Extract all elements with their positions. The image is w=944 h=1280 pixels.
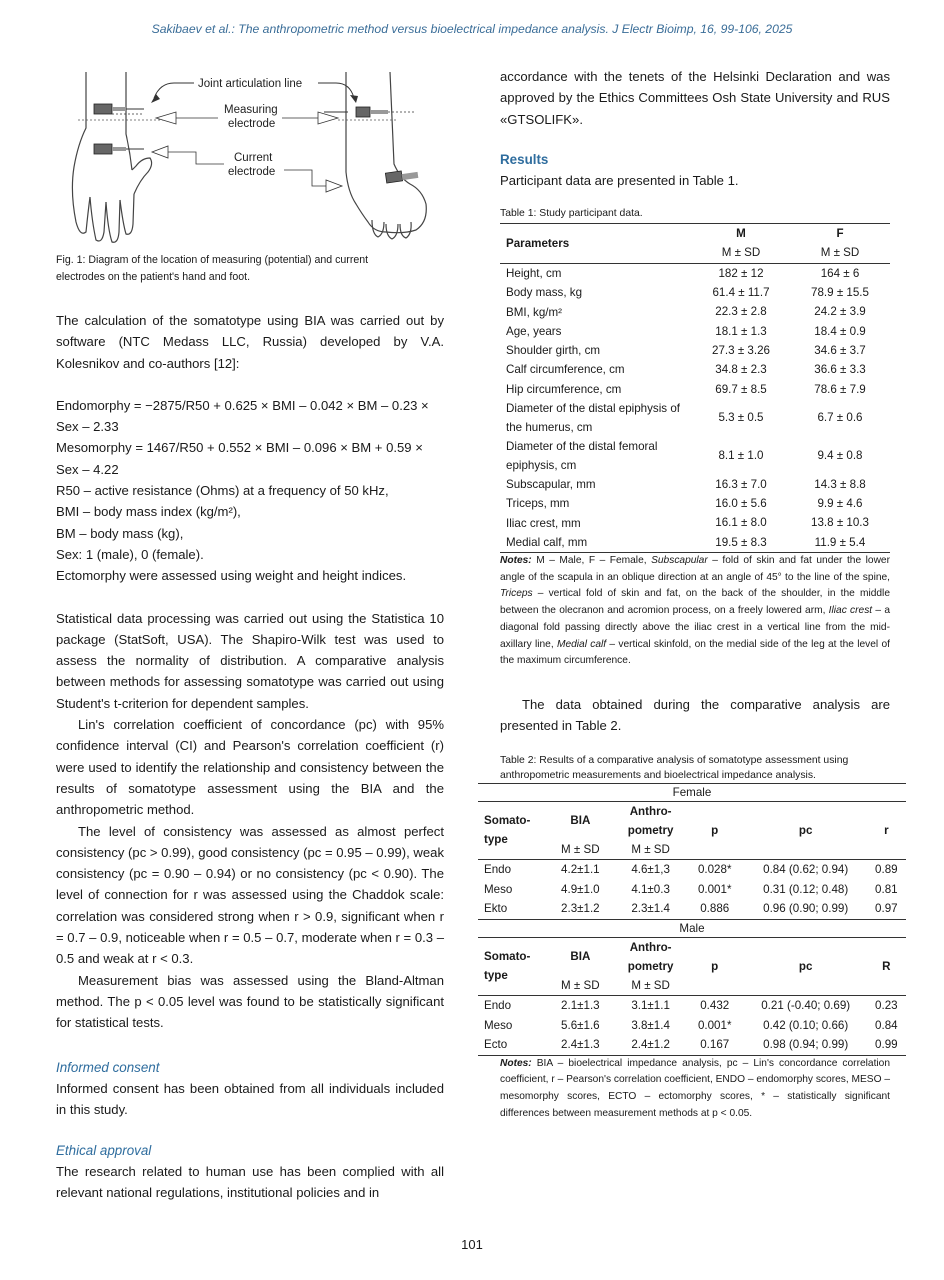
table1-female-value: 9.4 ± 0.8 — [817, 449, 863, 463]
table-row — [500, 322, 890, 341]
table-row — [500, 437, 890, 475]
definition-bm: BM – body mass (kg), — [56, 525, 184, 541]
table1-param: Diameter of the distal epiphysis of the humerus, cm — [506, 401, 680, 434]
notes-label: Notes: — [500, 1057, 532, 1069]
table2-bia: 4.2±1.1 — [561, 863, 600, 877]
table2-caption: Table 2: Results of a comparative analysis of somatotype assessment using anthropometric measurements and bioelectrical impedance analysis. — [500, 754, 849, 781]
table2-col-anthropometry: Anthro-pometry — [627, 940, 674, 973]
notes-term: Triceps — [500, 588, 533, 600]
table1-male-value: 27.3 ± 3.26 — [712, 343, 770, 357]
paragraph-results: Participant data are presented in Table 1. — [500, 172, 739, 188]
table2-msd: M ± SD — [561, 978, 600, 992]
table2-pc: 0.42 (0.10; 0.66) — [763, 1018, 849, 1032]
table-2 — [478, 783, 906, 1056]
table2-msd: M ± SD — [561, 842, 600, 856]
table2-col-somatotype: Somato-type — [484, 950, 531, 983]
table1-male-value: 5.3 ± 0.5 — [718, 411, 764, 425]
table2-bia: 5.6±1.6 — [561, 1018, 600, 1032]
table1-male-value: 69.7 ± 8.5 — [715, 382, 767, 396]
table2-anthro: 3.1±1.1 — [631, 999, 670, 1013]
table-row — [500, 341, 890, 360]
table2-male-header-row — [478, 937, 906, 976]
table2-somatotype: Meso — [484, 882, 513, 896]
table-row — [478, 996, 906, 1016]
table2-anthro: 2.3±1.4 — [631, 902, 670, 916]
table1-header-row — [500, 224, 890, 244]
table1-col-female: F — [836, 227, 844, 241]
table1-col-male: M — [736, 227, 746, 241]
table1-female-value: 9.9 ± 4.6 — [817, 497, 863, 511]
paragraph-statistics: Statistical data processing was carried out using the Statistica 10 package (StatSoft, USA). The Shapiro-Wilk test was used to assess the normality of distribution. A comparative analysis between methods for assessing somatotype was carried out using Student's t-criterion for dependent samples. — [56, 610, 444, 711]
table2-pc: 0.84 (0.62; 0.94) — [763, 863, 849, 877]
table-row — [478, 860, 906, 880]
table2-pc: 0.21 (-0.40; 0.69) — [761, 999, 851, 1013]
table2-col-p: p — [711, 823, 719, 837]
foot-measuring-electrode — [356, 107, 370, 117]
heading-informed-consent: Informed consent — [56, 1059, 160, 1075]
table2-male-label-row — [478, 919, 906, 937]
right-column — [484, 66, 898, 1122]
table-row — [500, 475, 890, 494]
table1-param: Age, years — [506, 324, 562, 338]
table1-male-value: 16.0 ± 5.6 — [715, 497, 767, 511]
table1-notes — [500, 553, 890, 670]
table2-r: 0.97 — [875, 902, 898, 916]
table2-bia: 2.3±1.2 — [561, 902, 600, 916]
formulas — [56, 395, 444, 587]
table2-col-anthropometry: Anthro-pometry — [627, 804, 674, 837]
table2-somatotype: Ecto — [484, 1038, 508, 1052]
table2-pc: 0.98 (0.94; 0.99) — [763, 1038, 849, 1052]
table1-sub-female: M ± SD — [820, 246, 860, 260]
table1-female-value: 34.6 ± 3.7 — [814, 343, 866, 357]
paragraph-bias: Measurement bias was assessed using the Bland-Altman method. The p < 0.05 level was found to be statistically significant for statistical tests. — [56, 972, 444, 1031]
running-header: Sakibaev et al.: The anthropometric method versus bioelectrical impedance analysis. J Electr Bioimp, 16, 99-106, 2025 — [151, 22, 793, 36]
table2-col-bia: BIA — [570, 949, 591, 963]
table2-col-bia: BIA — [570, 813, 591, 827]
table1-col-parameters: Parameters — [506, 236, 570, 250]
definition-bmi: BMI – body mass index (kg/m²), — [56, 504, 241, 520]
table2-female-label-row — [478, 783, 906, 801]
table2-r: 0.89 — [875, 863, 898, 877]
table1-caption: Table 1: Study participant data. — [500, 208, 643, 220]
label-current-2: electrode — [228, 166, 276, 178]
table-row — [500, 513, 890, 532]
table2-p: 0.886 — [700, 902, 730, 916]
label-measuring-2: electrode — [228, 118, 276, 130]
table2-bia: 2.1±1.3 — [561, 999, 600, 1013]
notes-text: BIA – bioelectrical impedance analysis, pc – Lin's concordance correlation coefficient, r – Pearson's correlation coefficient, ENDO – endomorphy scores, MESO – mesomorphy scores, ECTO – ectomorphy scores, * – statistically significant differences between measurement methods at p < 0.05. — [500, 1057, 891, 1119]
figure-caption: Fig. 1: Diagram of the location of measuring (potential) and current electrodes on the patient's hand and foot. — [56, 254, 369, 283]
paragraph-lin: Lin's correlation coefficient of concordance (pc) with 95% confidence interval (CI) and Pearson's correlation coefficient (r) were used to identify the relationship and consistency between the results of somatotype assessment using the BIA and the anthropometric method. — [56, 717, 444, 818]
table2-bia: 2.4±1.3 — [561, 1038, 600, 1052]
paragraph-helsinki: accordance with the tenets of the Helsinki Declaration and was approved by the Ethics Committees Osh State University and RUS «GTSOLIFK». — [500, 69, 890, 127]
table1-female-value: 78.9 ± 15.5 — [811, 286, 869, 300]
table1-param: Iliac crest, mm — [506, 516, 581, 530]
table2-female-header-row — [478, 801, 906, 840]
table2-bia: 4.9±1.0 — [561, 882, 600, 896]
table2-p: 0.001* — [697, 1018, 732, 1032]
paragraph-informed-consent: Informed consent has been obtained from all individuals included in this study. — [56, 1080, 444, 1117]
table2-anthro: 4.1±0.3 — [631, 882, 670, 896]
table1-male-value: 34.8 ± 2.3 — [715, 363, 767, 377]
notes-text: – vertical skinfold, on the medial side of the leg at the level of the maximum circumference. — [500, 638, 890, 667]
table2-col-r: R — [882, 959, 891, 973]
table-row — [500, 494, 890, 513]
label-current-1: Current — [234, 152, 273, 164]
table1-param: Body mass, kg — [506, 286, 583, 300]
definition-ectomorphy: Ectomorphy were assessed using weight and height indices. — [56, 568, 407, 584]
table2-notes — [500, 1056, 890, 1123]
table2-somatotype: Endo — [484, 863, 512, 877]
table2-anthro: 4.6±1,3 — [631, 863, 670, 877]
table1-param: Triceps, mm — [506, 497, 570, 511]
table1-param: Calf circumference, cm — [506, 363, 625, 377]
table2-somatotype: Ekto — [484, 902, 508, 916]
table1-female-value: 36.6 ± 3.3 — [814, 363, 866, 377]
table1-param: Diameter of the distal femoral epiphysis, cm — [506, 439, 658, 472]
label-joint-line: Joint articulation line — [198, 78, 303, 90]
table2-p: 0.432 — [700, 999, 730, 1013]
table2-col-r: r — [884, 823, 889, 837]
table1-param: Subscapular, mm — [506, 478, 596, 491]
foot-outline — [346, 72, 426, 239]
label-measuring-1: Measuring — [224, 104, 278, 116]
table-row — [478, 1035, 906, 1055]
table-row — [500, 283, 890, 302]
table-row — [500, 380, 890, 399]
notes-term: Subscapular — [651, 555, 708, 567]
table-row — [500, 302, 890, 321]
table1-sub-male: M ± SD — [721, 246, 761, 260]
table2-somatotype: Meso — [484, 1018, 513, 1032]
table2-female-label: Female — [672, 785, 712, 799]
electrode-diagram — [56, 72, 444, 248]
hand-measuring-electrode — [94, 104, 112, 114]
heading-ethical-approval: Ethical approval — [56, 1143, 152, 1159]
table2-anthro: 3.8±1.4 — [631, 1018, 670, 1032]
table2-r: 0.23 — [875, 999, 898, 1013]
foot-current-electrode — [385, 171, 402, 183]
table2-msd: M ± SD — [631, 978, 670, 992]
table1-male-value: 61.4 ± 11.7 — [712, 286, 770, 300]
table1-male-value: 16.1 ± 8.0 — [715, 516, 767, 530]
table-1 — [500, 223, 890, 553]
table2-anthro: 2.4±1.2 — [631, 1038, 670, 1052]
table2-pc: 0.31 (0.12; 0.48) — [763, 882, 849, 896]
table1-male-value: 8.1 ± 1.0 — [718, 449, 764, 463]
table1-male-value: 22.3 ± 2.8 — [715, 305, 767, 319]
table1-param: BMI, kg/m² — [506, 305, 563, 319]
table-row — [478, 880, 906, 900]
notes-text: M – Male, F – Female, — [531, 555, 652, 567]
table1-male-value: 19.5 ± 8.3 — [715, 535, 767, 549]
notes-text: – a diagonal fold passing directly above the iliac crest in a vertical line from the mid-axillary line, — [500, 605, 890, 650]
table1-female-value: 18.4 ± 0.9 — [814, 324, 866, 338]
page-number: 101 — [461, 1237, 483, 1252]
notes-term: Iliac crest — [828, 605, 873, 617]
figure-1 — [56, 72, 444, 248]
table2-male-label: Male — [679, 921, 705, 935]
formula-mesomorphy: Mesomorphy = 1467/R50 + 0.552 × BMI – 0.096 × BM + 0.59 × Sex – 4.22 — [56, 440, 423, 477]
table1-male-value: 16.3 ± 7.0 — [715, 477, 767, 491]
table2-somatotype: Endo — [484, 999, 512, 1013]
table1-female-value: 164 ± 6 — [820, 266, 860, 280]
table1-param: Height, cm — [506, 266, 562, 280]
definition-r50: R50 – active resistance (Ohms) at a frequency of 50 kHz, — [56, 483, 389, 499]
table1-param: Hip circumference, cm — [506, 382, 622, 396]
table1-female-value: 78.6 ± 7.9 — [814, 382, 866, 396]
notes-label: Notes: — [500, 555, 532, 567]
table2-p: 0.028* — [697, 863, 732, 877]
hand-current-electrode — [94, 144, 112, 154]
paragraph-consistency-levels: The level of consistency was assessed as almost perfect consistency (pc > 0.99), good consistency (pc = 0.95 – 0.99), weak consistency (pc = 0.90 – 0.94) or no consistency (pc < 0.90). The level of connection for r was assessed using the Chaddok scale: correlation was considered strong when r > 0.9, significant when r = 0.7 – 0.9, noticeable when r = 0.5 – 0.7, moderate when r = 0.3 – 0.5 and weak at r < 0.3. — [56, 823, 444, 967]
notes-text: – vertical fold of skin and fat, on the back of the shoulder, in the middle between the olecranon and acromion process, on a freely lowered arm, — [500, 588, 890, 617]
table1-female-value: 11.9 ± 5.4 — [814, 535, 866, 549]
definition-sex: Sex: 1 (male), 0 (female). — [56, 546, 204, 562]
table2-col-somatotype: Somato-type — [484, 814, 531, 847]
table-row — [500, 360, 890, 379]
table-row — [478, 1016, 906, 1036]
table1-female-value: 24.2 ± 3.9 — [814, 305, 866, 319]
table2-pc: 0.96 (0.90; 0.99) — [763, 902, 849, 916]
table1-female-value: 6.7 ± 0.6 — [817, 411, 863, 425]
left-column — [56, 72, 444, 1204]
notes-text: – fold of skin and fat under the lower angle of the scapula in an oblique direction at an angle of 45° to the line of the spine, — [500, 555, 890, 583]
heading-results: Results — [500, 151, 549, 167]
table2-p: 0.167 — [700, 1038, 730, 1052]
table2-r: 0.81 — [875, 882, 898, 896]
paragraph-ethical-approval: The research related to human use has been complied with all relevant national regulations, institutional policies and in — [56, 1164, 444, 1201]
table2-msd: M ± SD — [631, 842, 670, 856]
formula-endomorphy: Endomorphy = −2875/R50 + 0.625 × BMI – 0.042 × BM – 0.23 × Sex – 2.33 — [56, 397, 429, 435]
table-row — [500, 399, 890, 437]
paragraph-table2-intro: The data obtained during the comparative analysis are presented in Table 2. — [500, 696, 890, 734]
table2-col-p: p — [711, 959, 719, 973]
paragraph-calculation: The calculation of the somatotype using BIA was carried out by software (NTC Medass LLC, Russia) developed by V.A. Kolesnikov and co-authors [12]: — [56, 313, 444, 371]
hand-outline — [72, 72, 151, 242]
notes-term: Medial calf — [556, 638, 607, 650]
table1-param: Medial calf, mm — [506, 535, 588, 549]
table1-female-value: 14.3 ± 8.8 — [814, 477, 866, 491]
table2-col-pc: pc — [798, 959, 813, 973]
table1-male-value: 182 ± 12 — [718, 266, 764, 280]
table2-r: 0.99 — [875, 1038, 898, 1052]
table2-col-pc: pc — [798, 823, 813, 837]
table-row — [500, 533, 890, 553]
table1-param: Shoulder girth, cm — [506, 344, 601, 358]
table1-male-value: 18.1 ± 1.3 — [715, 324, 767, 338]
table2-p: 0.001* — [697, 882, 732, 896]
table2-r: 0.84 — [875, 1018, 898, 1032]
table-row — [500, 263, 890, 283]
table-row — [478, 899, 906, 919]
table1-female-value: 13.8 ± 10.3 — [811, 516, 869, 530]
